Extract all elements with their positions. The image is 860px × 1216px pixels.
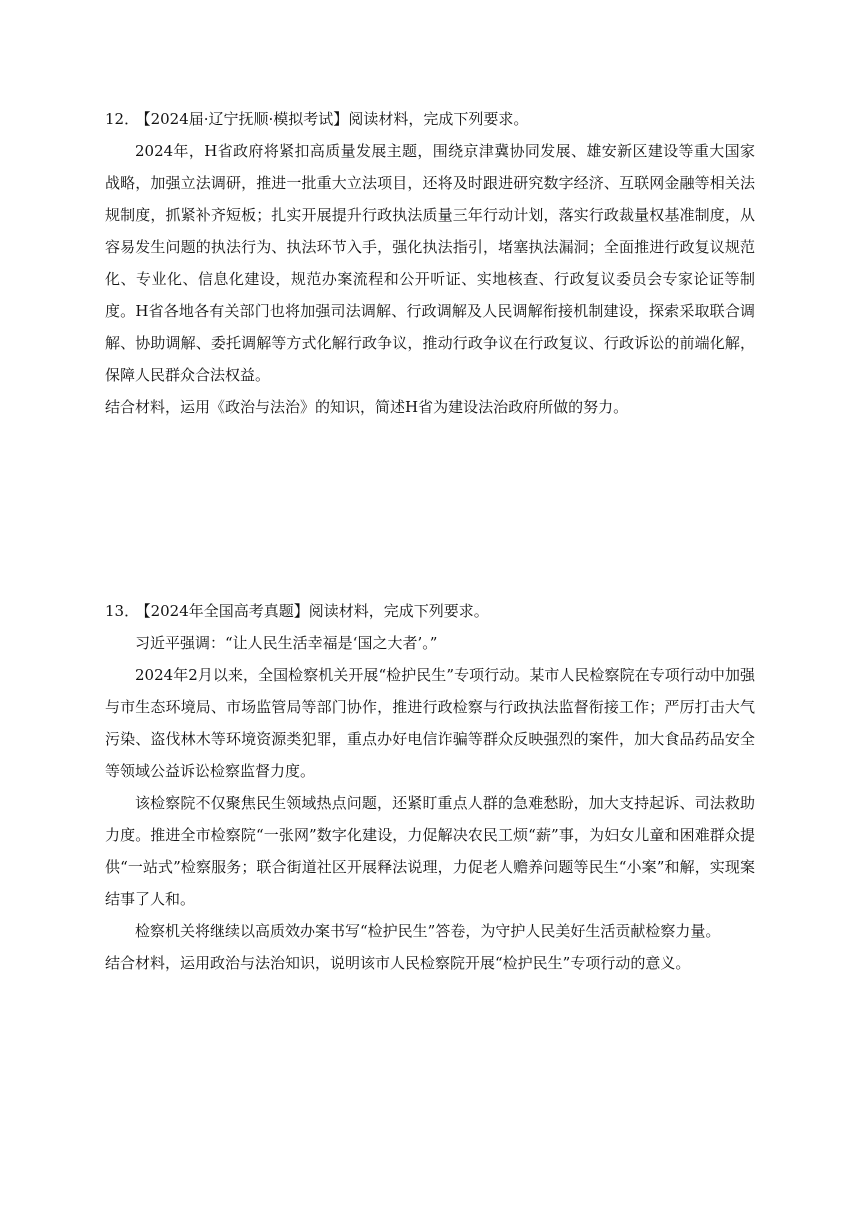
question-source: 【2024届·辽宁抚顺·模拟考试】: [143, 110, 349, 128]
question-13-quote: 习近平强调：“让人民生活幸福是‘国之大者’。”: [135, 634, 438, 652]
question-13-task: 结合材料，运用政治与法治知识，说明该市人民检察院开展“检护民生”专项行动的意义。: [105, 954, 691, 972]
question-source: 【2024年全国高考真题】: [143, 602, 309, 620]
question-instruction: 阅读材料，完成下列要求。: [348, 110, 529, 128]
question-number: 13．: [105, 602, 140, 620]
question-number: 12．: [105, 110, 140, 128]
question-instruction: 阅读材料，完成下列要求。: [308, 602, 489, 620]
question-13-material-paragraph-1: 2024年2月以来，全国检察机关开展“检护民生”专项行动。某市人民检察院在专项行动中加强与市生态环境局、市场监管局等部门协作，推进行政检察与行政执法监督衔接工作；严厉打击大气污染、盗伐林木等环境资源类犯罪，重点办好电信诈骗等群众反映强烈的案件，加大食品药品安全等领域公益诉讼检察监督力度。: [105, 666, 755, 780]
question-13-material-paragraph-2: 该检察院不仅聚焦民生领域热点问题，还紧盯重点人群的急难愁盼，加大支持起诉、司法救助力度。推进全市检察院“一张网”数字化建设，力促解决农民工烦“薪”事，为妇女儿童和困难群众提供“一站式”检察服务；联合街道社区开展释法说理，力促老人赡养问题等民生“小案”和解，实现案结事了人和。: [105, 794, 755, 908]
question-13: [105, 595, 755, 979]
question-12: [105, 103, 755, 423]
question-12-header: [105, 103, 755, 135]
question-13-material-paragraph-3: 检察机关将继续以高质效办案书写“检护民生”答卷，为守护人民美好生活贡献检察力量。: [135, 922, 721, 940]
question-12-task: 结合材料，运用《政治与法治》的知识，简述H省为建设法治政府所做的努力。: [105, 398, 629, 416]
question-13-header: [105, 595, 755, 627]
question-12-material: 2024年，H省政府将紧扣高质量发展主题，围绕京津冀协同发展、雄安新区建设等重大国家战略，加强立法调研，推进一批重大立法项目，还将及时跟进研究数字经济、互联网金融等相关法规制度，抓紧补齐短板；扎实开展提升行政执法质量三年行动计划，落实行政裁量权基准制度，从容易发生问题的执法行为、执法环节入手，强化执法指引，堵塞执法漏洞；全面推进行政复议规范化、专业化、信息化建设，规范办案流程和公开听证、实地核查、行政复议委员会专家论证等制度。H省各地各有关部门也将加强司法调解、行政调解及人民调解衔接机制建设，探索采取联合调解、协助调解、委托调解等方式化解行政争议，推动行政争议在行政复议、行政诉讼的前端化解，保障人民群众合法权益。: [105, 142, 755, 384]
